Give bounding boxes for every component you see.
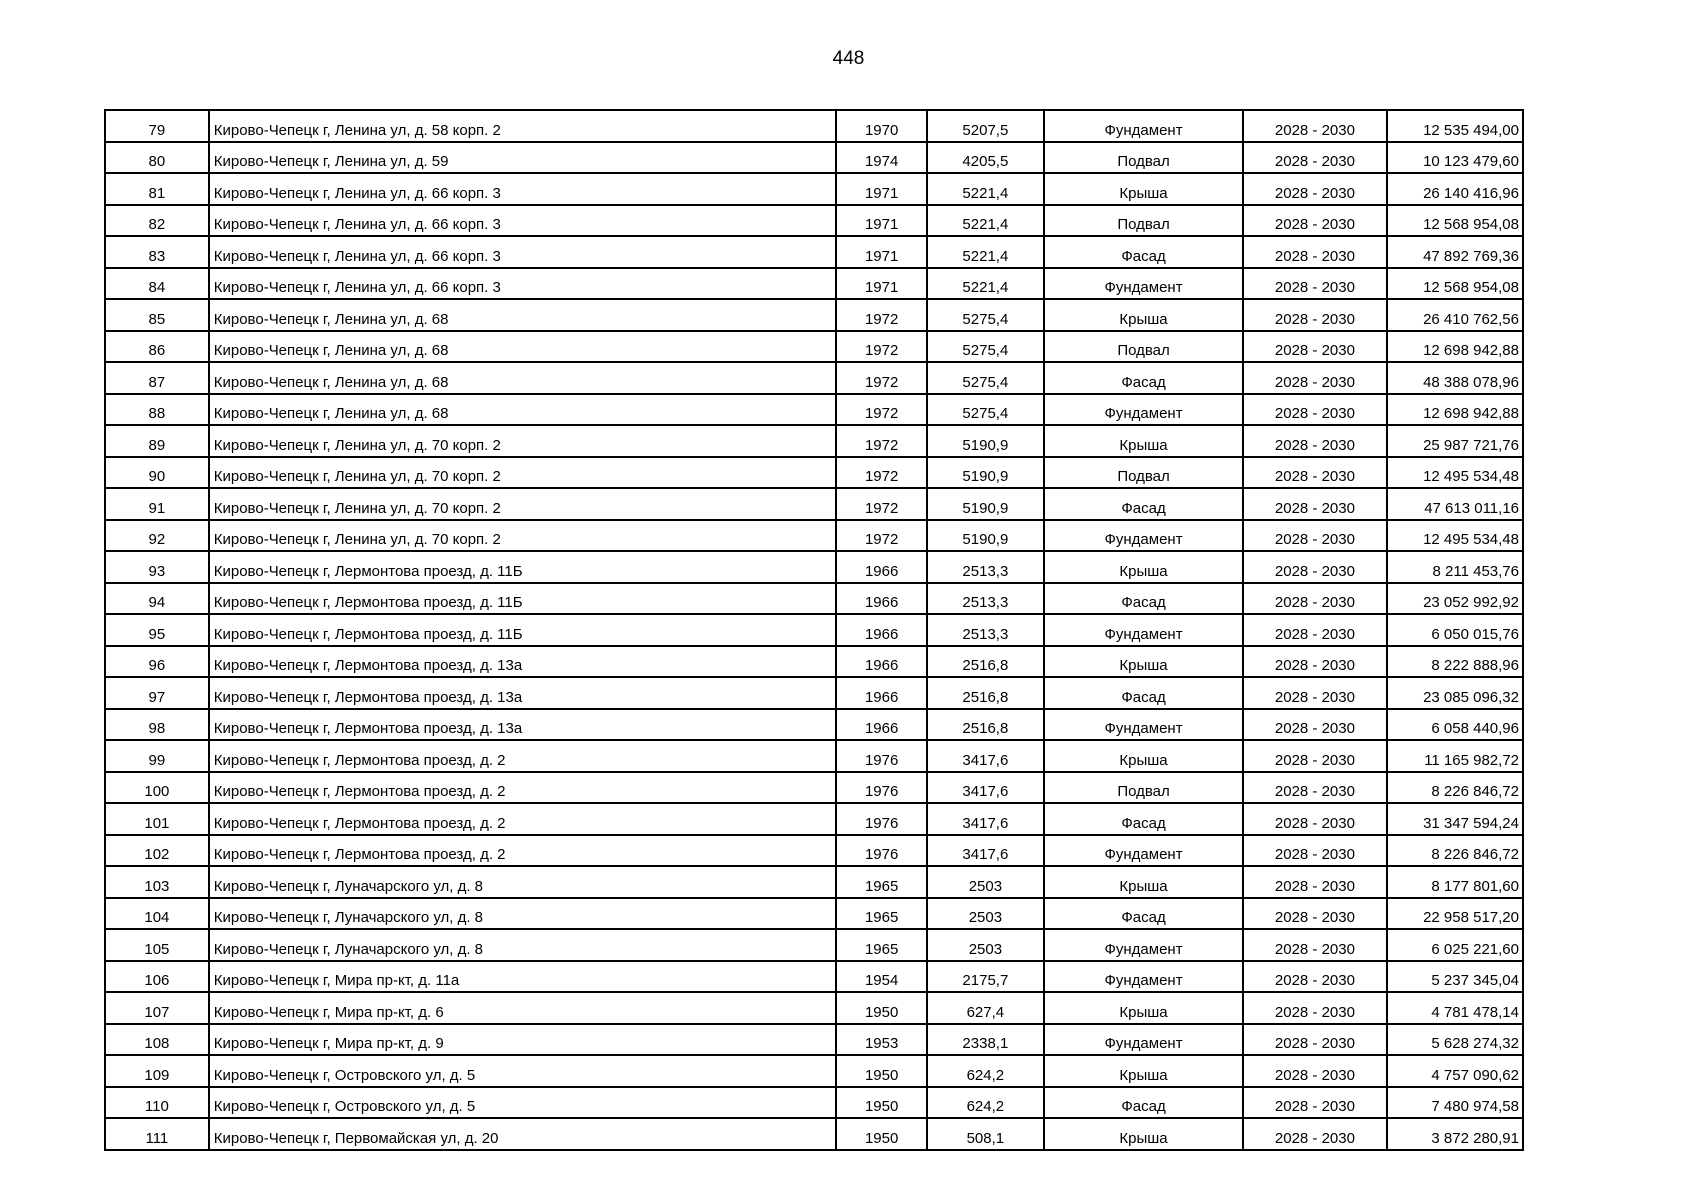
address-cell: Кирово-Чепецк г, Мира пр-кт, д. 11а — [209, 961, 837, 993]
address-cell: Кирово-Чепецк г, Первомайская ул, д. 20 — [209, 1118, 837, 1150]
year-built-cell: 1972 — [836, 362, 927, 394]
year-built-cell: 1972 — [836, 488, 927, 520]
period-cell: 2028 - 2030 — [1243, 803, 1386, 835]
row-number-cell: 108 — [105, 1024, 209, 1056]
year-built-cell: 1954 — [836, 961, 927, 993]
table-row — [105, 677, 1523, 709]
address-cell: Кирово-Чепецк г, Лермонтова проезд, д. 11Б — [209, 551, 837, 583]
area-cell: 2513,3 — [927, 583, 1044, 615]
period-cell: 2028 - 2030 — [1243, 394, 1386, 426]
row-number-cell: 79 — [105, 110, 209, 142]
row-number-cell: 85 — [105, 299, 209, 331]
period-cell: 2028 - 2030 — [1243, 992, 1386, 1024]
table-row — [105, 992, 1523, 1024]
row-number-cell: 93 — [105, 551, 209, 583]
table-row — [105, 551, 1523, 583]
row-number-cell: 90 — [105, 457, 209, 489]
period-cell: 2028 - 2030 — [1243, 772, 1386, 804]
area-cell: 624,2 — [927, 1055, 1044, 1087]
address-cell: Кирово-Чепецк г, Ленина ул, д. 68 — [209, 362, 837, 394]
address-cell: Кирово-Чепецк г, Луначарского ул, д. 8 — [209, 898, 837, 930]
table-row — [105, 835, 1523, 867]
year-built-cell: 1974 — [836, 142, 927, 174]
area-cell: 5275,4 — [927, 362, 1044, 394]
period-cell: 2028 - 2030 — [1243, 677, 1386, 709]
cost-cell: 6 025 221,60 — [1387, 929, 1523, 961]
cost-cell: 6 050 015,76 — [1387, 614, 1523, 646]
period-cell: 2028 - 2030 — [1243, 835, 1386, 867]
period-cell: 2028 - 2030 — [1243, 1087, 1386, 1119]
period-cell: 2028 - 2030 — [1243, 331, 1386, 363]
work-type-cell: Подвал — [1044, 205, 1243, 237]
period-cell: 2028 - 2030 — [1243, 1118, 1386, 1150]
address-cell: Кирово-Чепецк г, Ленина ул, д. 58 корп. 2 — [209, 110, 837, 142]
period-cell: 2028 - 2030 — [1243, 236, 1386, 268]
period-cell: 2028 - 2030 — [1243, 362, 1386, 394]
cost-cell: 6 058 440,96 — [1387, 709, 1523, 741]
year-built-cell: 1972 — [836, 457, 927, 489]
table-row — [105, 520, 1523, 552]
table-body — [105, 110, 1523, 1150]
period-cell: 2028 - 2030 — [1243, 898, 1386, 930]
row-number-cell: 80 — [105, 142, 209, 174]
period-cell: 2028 - 2030 — [1243, 205, 1386, 237]
area-cell: 5221,4 — [927, 205, 1044, 237]
cost-cell: 23 085 096,32 — [1387, 677, 1523, 709]
table-row — [105, 110, 1523, 142]
row-number-cell: 94 — [105, 583, 209, 615]
cost-cell: 22 958 517,20 — [1387, 898, 1523, 930]
address-cell: Кирово-Чепецк г, Мира пр-кт, д. 9 — [209, 1024, 837, 1056]
year-built-cell: 1965 — [836, 898, 927, 930]
cost-cell: 12 698 942,88 — [1387, 394, 1523, 426]
address-cell: Кирово-Чепецк г, Ленина ул, д. 59 — [209, 142, 837, 174]
cost-cell: 11 165 982,72 — [1387, 740, 1523, 772]
year-built-cell: 1953 — [836, 1024, 927, 1056]
year-built-cell: 1976 — [836, 740, 927, 772]
cost-cell: 26 410 762,56 — [1387, 299, 1523, 331]
row-number-cell: 87 — [105, 362, 209, 394]
year-built-cell: 1965 — [836, 929, 927, 961]
row-number-cell: 104 — [105, 898, 209, 930]
year-built-cell: 1966 — [836, 551, 927, 583]
cost-cell: 4 757 090,62 — [1387, 1055, 1523, 1087]
year-built-cell: 1950 — [836, 992, 927, 1024]
table-row — [105, 866, 1523, 898]
work-type-cell: Подвал — [1044, 142, 1243, 174]
address-cell: Кирово-Чепецк г, Ленина ул, д. 70 корп. 2 — [209, 425, 837, 457]
year-built-cell: 1971 — [836, 268, 927, 300]
year-built-cell: 1972 — [836, 299, 927, 331]
table-row — [105, 1087, 1523, 1119]
area-cell: 2513,3 — [927, 551, 1044, 583]
work-type-cell: Фундамент — [1044, 394, 1243, 426]
area-cell: 508,1 — [927, 1118, 1044, 1150]
address-cell: Кирово-Чепецк г, Ленина ул, д. 70 корп. 2 — [209, 520, 837, 552]
area-cell: 627,4 — [927, 992, 1044, 1024]
cost-cell: 48 388 078,96 — [1387, 362, 1523, 394]
table-row — [105, 299, 1523, 331]
row-number-cell: 92 — [105, 520, 209, 552]
address-cell: Кирово-Чепецк г, Островского ул, д. 5 — [209, 1055, 837, 1087]
area-cell: 624,2 — [927, 1087, 1044, 1119]
area-cell: 2175,7 — [927, 961, 1044, 993]
cost-cell: 12 568 954,08 — [1387, 205, 1523, 237]
area-cell: 5207,5 — [927, 110, 1044, 142]
address-cell: Кирово-Чепецк г, Луначарского ул, д. 8 — [209, 929, 837, 961]
area-cell: 5275,4 — [927, 299, 1044, 331]
work-type-cell: Крыша — [1044, 646, 1243, 678]
row-number-cell: 106 — [105, 961, 209, 993]
row-number-cell: 100 — [105, 772, 209, 804]
area-cell: 2516,8 — [927, 646, 1044, 678]
row-number-cell: 83 — [105, 236, 209, 268]
address-cell: Кирово-Чепецк г, Лермонтова проезд, д. 11Б — [209, 583, 837, 615]
work-type-cell: Фундамент — [1044, 709, 1243, 741]
area-cell: 3417,6 — [927, 835, 1044, 867]
address-cell: Кирово-Чепецк г, Ленина ул, д. 70 корп. 2 — [209, 457, 837, 489]
table-row — [105, 1024, 1523, 1056]
table-row — [105, 772, 1523, 804]
row-number-cell: 102 — [105, 835, 209, 867]
table-row — [105, 425, 1523, 457]
row-number-cell: 84 — [105, 268, 209, 300]
year-built-cell: 1971 — [836, 236, 927, 268]
year-built-cell: 1950 — [836, 1118, 927, 1150]
work-type-cell: Крыша — [1044, 1055, 1243, 1087]
row-number-cell: 99 — [105, 740, 209, 772]
period-cell: 2028 - 2030 — [1243, 551, 1386, 583]
work-type-cell: Фундамент — [1044, 929, 1243, 961]
year-built-cell: 1965 — [836, 866, 927, 898]
cost-cell: 4 781 478,14 — [1387, 992, 1523, 1024]
address-cell: Кирово-Чепецк г, Луначарского ул, д. 8 — [209, 866, 837, 898]
work-type-cell: Крыша — [1044, 299, 1243, 331]
cost-cell: 10 123 479,60 — [1387, 142, 1523, 174]
table-row — [105, 268, 1523, 300]
address-cell: Кирово-Чепецк г, Ленина ул, д. 66 корп. 3 — [209, 236, 837, 268]
work-type-cell: Фасад — [1044, 236, 1243, 268]
row-number-cell: 82 — [105, 205, 209, 237]
cost-cell: 12 568 954,08 — [1387, 268, 1523, 300]
address-cell: Кирово-Чепецк г, Лермонтова проезд, д. 2 — [209, 835, 837, 867]
period-cell: 2028 - 2030 — [1243, 1024, 1386, 1056]
year-built-cell: 1966 — [836, 646, 927, 678]
row-number-cell: 98 — [105, 709, 209, 741]
row-number-cell: 103 — [105, 866, 209, 898]
address-cell: Кирово-Чепецк г, Ленина ул, д. 68 — [209, 394, 837, 426]
table-row — [105, 331, 1523, 363]
area-cell: 5190,9 — [927, 488, 1044, 520]
table-row — [105, 205, 1523, 237]
year-built-cell: 1950 — [836, 1055, 927, 1087]
cost-cell: 3 872 280,91 — [1387, 1118, 1523, 1150]
work-type-cell: Крыша — [1044, 551, 1243, 583]
table-row — [105, 740, 1523, 772]
work-type-cell: Фасад — [1044, 898, 1243, 930]
year-built-cell: 1966 — [836, 614, 927, 646]
address-cell: Кирово-Чепецк г, Лермонтова проезд, д. 13а — [209, 646, 837, 678]
table-row — [105, 362, 1523, 394]
address-cell: Кирово-Чепецк г, Лермонтова проезд, д. 2 — [209, 772, 837, 804]
cost-cell: 5 628 274,32 — [1387, 1024, 1523, 1056]
cost-cell: 12 698 942,88 — [1387, 331, 1523, 363]
table-row — [105, 898, 1523, 930]
address-cell: Кирово-Чепецк г, Ленина ул, д. 68 — [209, 299, 837, 331]
year-built-cell: 1972 — [836, 331, 927, 363]
work-type-cell: Крыша — [1044, 173, 1243, 205]
work-type-cell: Фасад — [1044, 583, 1243, 615]
cost-cell: 23 052 992,92 — [1387, 583, 1523, 615]
area-cell: 5221,4 — [927, 236, 1044, 268]
work-type-cell: Фундамент — [1044, 961, 1243, 993]
work-type-cell: Крыша — [1044, 740, 1243, 772]
period-cell: 2028 - 2030 — [1243, 740, 1386, 772]
area-cell: 5190,9 — [927, 520, 1044, 552]
period-cell: 2028 - 2030 — [1243, 425, 1386, 457]
period-cell: 2028 - 2030 — [1243, 110, 1386, 142]
table-row — [105, 961, 1523, 993]
row-number-cell: 86 — [105, 331, 209, 363]
area-cell: 5275,4 — [927, 331, 1044, 363]
address-cell: Кирово-Чепецк г, Островского ул, д. 5 — [209, 1087, 837, 1119]
area-cell: 2516,8 — [927, 709, 1044, 741]
table-row — [105, 803, 1523, 835]
area-cell: 2503 — [927, 898, 1044, 930]
cost-cell: 12 495 534,48 — [1387, 520, 1523, 552]
cost-cell: 12 535 494,00 — [1387, 110, 1523, 142]
row-number-cell: 91 — [105, 488, 209, 520]
year-built-cell: 1971 — [836, 205, 927, 237]
cost-cell: 47 613 011,16 — [1387, 488, 1523, 520]
area-cell: 2503 — [927, 866, 1044, 898]
row-number-cell: 95 — [105, 614, 209, 646]
period-cell: 2028 - 2030 — [1243, 299, 1386, 331]
area-cell: 5221,4 — [927, 173, 1044, 205]
row-number-cell: 81 — [105, 173, 209, 205]
cost-cell: 12 495 534,48 — [1387, 457, 1523, 489]
address-cell: Кирово-Чепецк г, Ленина ул, д. 66 корп. 3 — [209, 173, 837, 205]
cost-cell: 25 987 721,76 — [1387, 425, 1523, 457]
address-cell: Кирово-Чепецк г, Лермонтова проезд, д. 13а — [209, 677, 837, 709]
address-cell: Кирово-Чепецк г, Ленина ул, д. 66 корп. 3 — [209, 205, 837, 237]
period-cell: 2028 - 2030 — [1243, 173, 1386, 205]
work-type-cell: Фундамент — [1044, 520, 1243, 552]
table-row — [105, 394, 1523, 426]
period-cell: 2028 - 2030 — [1243, 583, 1386, 615]
cost-cell: 7 480 974,58 — [1387, 1087, 1523, 1119]
work-type-cell: Фундамент — [1044, 1024, 1243, 1056]
table-row — [105, 457, 1523, 489]
year-built-cell: 1966 — [836, 709, 927, 741]
year-built-cell: 1970 — [836, 110, 927, 142]
year-built-cell: 1950 — [836, 1087, 927, 1119]
address-cell: Кирово-Чепецк г, Лермонтова проезд, д. 2 — [209, 740, 837, 772]
address-cell: Кирово-Чепецк г, Ленина ул, д. 68 — [209, 331, 837, 363]
cost-cell: 47 892 769,36 — [1387, 236, 1523, 268]
period-cell: 2028 - 2030 — [1243, 929, 1386, 961]
cost-cell: 31 347 594,24 — [1387, 803, 1523, 835]
area-cell: 2503 — [927, 929, 1044, 961]
address-cell: Кирово-Чепецк г, Лермонтова проезд, д. 2 — [209, 803, 837, 835]
table-row — [105, 1118, 1523, 1150]
area-cell: 2513,3 — [927, 614, 1044, 646]
period-cell: 2028 - 2030 — [1243, 520, 1386, 552]
row-number-cell: 97 — [105, 677, 209, 709]
year-built-cell: 1966 — [836, 677, 927, 709]
address-cell: Кирово-Чепецк г, Ленина ул, д. 66 корп. 3 — [209, 268, 837, 300]
year-built-cell: 1972 — [836, 520, 927, 552]
address-cell: Кирово-Чепецк г, Мира пр-кт, д. 6 — [209, 992, 837, 1024]
row-number-cell: 111 — [105, 1118, 209, 1150]
area-cell: 2516,8 — [927, 677, 1044, 709]
area-cell: 5221,4 — [927, 268, 1044, 300]
table-row — [105, 929, 1523, 961]
table-row — [105, 583, 1523, 615]
work-type-cell: Подвал — [1044, 772, 1243, 804]
period-cell: 2028 - 2030 — [1243, 142, 1386, 174]
work-type-cell: Подвал — [1044, 331, 1243, 363]
period-cell: 2028 - 2030 — [1243, 268, 1386, 300]
work-type-cell: Фундамент — [1044, 110, 1243, 142]
year-built-cell: 1976 — [836, 772, 927, 804]
page-number: 448 — [832, 48, 865, 69]
row-number-cell: 107 — [105, 992, 209, 1024]
table-row — [105, 488, 1523, 520]
table-row — [105, 1055, 1523, 1087]
work-type-cell: Фундамент — [1044, 268, 1243, 300]
cost-cell: 8 222 888,96 — [1387, 646, 1523, 678]
address-cell: Кирово-Чепецк г, Ленина ул, д. 70 корп. 2 — [209, 488, 837, 520]
work-type-cell: Фасад — [1044, 362, 1243, 394]
period-cell: 2028 - 2030 — [1243, 1055, 1386, 1087]
work-type-cell: Фундамент — [1044, 614, 1243, 646]
period-cell: 2028 - 2030 — [1243, 646, 1386, 678]
period-cell: 2028 - 2030 — [1243, 866, 1386, 898]
row-number-cell: 89 — [105, 425, 209, 457]
area-cell: 3417,6 — [927, 772, 1044, 804]
row-number-cell: 110 — [105, 1087, 209, 1119]
year-built-cell: 1972 — [836, 425, 927, 457]
table-row — [105, 646, 1523, 678]
year-built-cell: 1976 — [836, 803, 927, 835]
cost-cell: 5 237 345,04 — [1387, 961, 1523, 993]
period-cell: 2028 - 2030 — [1243, 709, 1386, 741]
period-cell: 2028 - 2030 — [1243, 457, 1386, 489]
area-cell: 2338,1 — [927, 1024, 1044, 1056]
table-row — [105, 142, 1523, 174]
work-type-cell: Фасад — [1044, 677, 1243, 709]
row-number-cell: 101 — [105, 803, 209, 835]
period-cell: 2028 - 2030 — [1243, 614, 1386, 646]
table-row — [105, 173, 1523, 205]
area-cell: 5190,9 — [927, 457, 1044, 489]
cost-cell: 26 140 416,96 — [1387, 173, 1523, 205]
work-type-cell: Крыша — [1044, 992, 1243, 1024]
work-type-cell: Крыша — [1044, 866, 1243, 898]
work-type-cell: Подвал — [1044, 457, 1243, 489]
work-type-cell: Фасад — [1044, 1087, 1243, 1119]
work-type-cell: Фасад — [1044, 803, 1243, 835]
table-row — [105, 236, 1523, 268]
year-built-cell: 1971 — [836, 173, 927, 205]
address-cell: Кирово-Чепецк г, Лермонтова проезд, д. 13а — [209, 709, 837, 741]
cost-cell: 8 226 846,72 — [1387, 835, 1523, 867]
period-cell: 2028 - 2030 — [1243, 488, 1386, 520]
work-type-cell: Фундамент — [1044, 835, 1243, 867]
year-built-cell: 1966 — [836, 583, 927, 615]
year-built-cell: 1976 — [836, 835, 927, 867]
area-cell: 3417,6 — [927, 740, 1044, 772]
cost-cell: 8 226 846,72 — [1387, 772, 1523, 804]
row-number-cell: 105 — [105, 929, 209, 961]
period-cell: 2028 - 2030 — [1243, 961, 1386, 993]
address-cell: Кирово-Чепецк г, Лермонтова проезд, д. 11Б — [209, 614, 837, 646]
work-type-cell: Крыша — [1044, 425, 1243, 457]
row-number-cell: 109 — [105, 1055, 209, 1087]
row-number-cell: 88 — [105, 394, 209, 426]
cost-cell: 8 177 801,60 — [1387, 866, 1523, 898]
year-built-cell: 1972 — [836, 394, 927, 426]
repair-schedule-table — [104, 109, 1524, 1151]
table-row — [105, 614, 1523, 646]
work-type-cell: Крыша — [1044, 1118, 1243, 1150]
area-cell: 3417,6 — [927, 803, 1044, 835]
area-cell: 4205,5 — [927, 142, 1044, 174]
area-cell: 5190,9 — [927, 425, 1044, 457]
row-number-cell: 96 — [105, 646, 209, 678]
area-cell: 5275,4 — [927, 394, 1044, 426]
cost-cell: 8 211 453,76 — [1387, 551, 1523, 583]
table-row — [105, 709, 1523, 741]
work-type-cell: Фасад — [1044, 488, 1243, 520]
